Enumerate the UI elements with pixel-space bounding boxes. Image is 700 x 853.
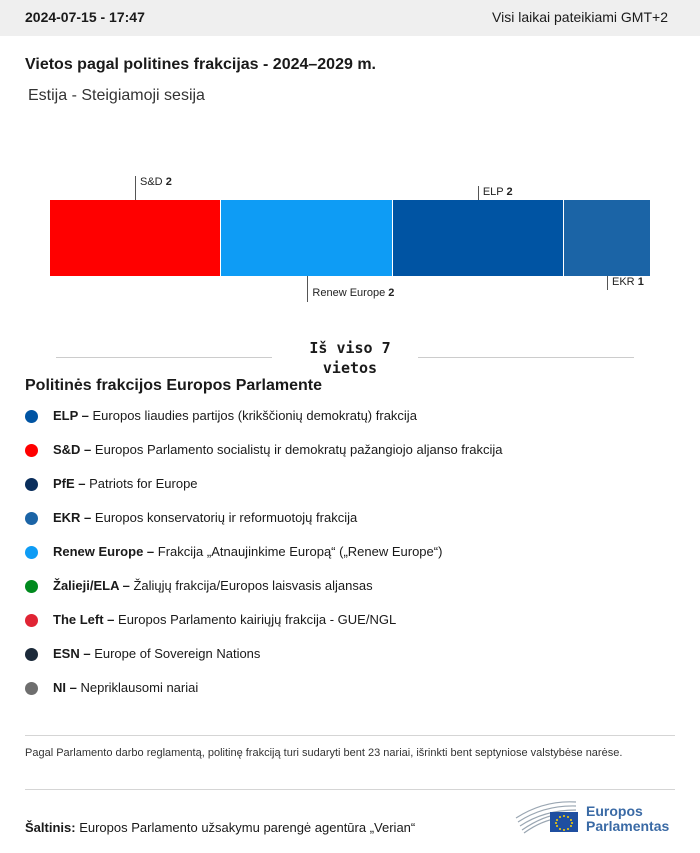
logo-line-1: Europos: [586, 803, 643, 819]
total-divider-right: [418, 357, 634, 358]
legend-dot-icon: [25, 444, 38, 457]
total-seats-label: Iš viso 7 vietos: [309, 339, 391, 377]
chart-title: Vietos pagal politines frakcijas - 2024–2029 m.: [25, 56, 376, 73]
bar-label: [140, 176, 172, 188]
legend-item: [25, 536, 685, 570]
chart-subtitle: Estija - Steigiamoji sesija: [28, 87, 205, 104]
bar-label-name: EKR: [612, 276, 635, 288]
bar-segment: [564, 200, 650, 276]
legend-desc: Europe of Sovereign Nations: [94, 646, 261, 661]
bar-label-value: 2: [388, 287, 395, 299]
legend-item: [25, 468, 685, 502]
seat-bar-chart: [50, 176, 650, 299]
legend-dot-icon: [25, 614, 38, 627]
top-bar: [0, 0, 700, 36]
divider-bottom: [25, 789, 675, 790]
legend-title: Politinės frakcijos Europos Parlamente: [25, 377, 322, 394]
timestamp: 2024-07-15 - 17:47: [25, 9, 145, 25]
bar-label-tick: [307, 276, 308, 302]
legend-item: [25, 570, 685, 604]
legend-text: [53, 476, 198, 491]
legend-item: [25, 638, 685, 672]
legend-abbr: S&D –: [53, 442, 92, 457]
bar-segment: [393, 200, 563, 276]
legend-text: [53, 442, 502, 457]
total-divider-left: [56, 357, 272, 358]
bar-label-tick: [607, 276, 608, 290]
legend-item: [25, 604, 685, 638]
ep-logo-text: [586, 804, 669, 834]
rules-note: Pagal Parlamento darbo reglamentą, politinę frakciją turi sudaryti bent 23 nariai, išrinkti bent septyniose valstybėse narėse.: [25, 747, 623, 759]
legend-desc: Frakcija „Atnaujinkime Europą“ („Renew Europe“): [157, 544, 443, 559]
legend-abbr: The Left –: [53, 612, 115, 627]
legend-desc: Europos Parlamento socialistų ir demokratų pažangiojo aljanso frakcija: [94, 442, 503, 457]
legend-desc: Patriots for Europe: [89, 476, 198, 491]
bar-segment: [50, 200, 220, 276]
source-label: Šaltinis:: [25, 820, 76, 835]
timezone-note: Visi laikai pateikiami GMT+2: [492, 9, 668, 25]
source-line: [25, 820, 415, 835]
bar-label-name: ELP: [482, 186, 504, 198]
legend-desc: Nepriklausomi nariai: [80, 680, 199, 695]
bar-label: [483, 186, 513, 198]
legend-text: [53, 544, 442, 559]
bar-label-value: 2: [165, 176, 172, 188]
legend-desc: Žaliųjų frakcija/Europos laisvasis aljansas: [133, 578, 373, 593]
bar-label-name: Renew Europe: [312, 287, 386, 299]
legend-abbr: EKR –: [53, 510, 92, 525]
legend-text: [53, 612, 396, 627]
legend-text: [53, 408, 417, 423]
legend-item: [25, 434, 685, 468]
legend-abbr: Žalieji/ELA –: [53, 578, 130, 593]
bar-label: [312, 287, 394, 299]
legend-text: [53, 578, 373, 593]
bar-label: [612, 276, 644, 288]
legend-item: [25, 502, 685, 536]
bar-label-tick: [478, 186, 479, 200]
bar-label-value: 1: [637, 276, 644, 288]
legend-desc: Europos konservatorių ir reformuotojų frakcija: [94, 510, 358, 525]
legend-item: [25, 400, 685, 434]
legend-dot-icon: [25, 512, 38, 525]
legend-abbr: Renew Europe –: [53, 544, 155, 559]
bar-label-tick: [135, 176, 136, 200]
source-text: Europos Parlamento užsakymu parengė agentūra „Verian“: [79, 820, 416, 835]
legend-desc: Europos Parlamento kairiųjų frakcija - GUE/NGL: [118, 612, 397, 627]
legend-dot-icon: [25, 682, 38, 695]
bar-segment: [221, 200, 391, 276]
legend-dot-icon: [25, 648, 38, 661]
legend-abbr: NI –: [53, 680, 77, 695]
legend-dot-icon: [25, 580, 38, 593]
legend-abbr: ELP –: [53, 408, 89, 423]
bar-label-value: 2: [506, 186, 513, 198]
legend-abbr: PfE –: [53, 476, 86, 491]
legend-desc: Europos liaudies partijos (krikščionių demokratų) frakcija: [92, 408, 417, 423]
divider-top: [25, 735, 675, 736]
bar-label-name: S&D: [140, 176, 163, 188]
legend-text: [53, 680, 198, 695]
legend-text: [53, 510, 357, 525]
legend-dot-icon: [25, 410, 38, 423]
legend-dot-icon: [25, 478, 38, 491]
legend-list: [25, 400, 685, 706]
legend-text: [53, 646, 260, 661]
legend-abbr: ESN –: [53, 646, 91, 661]
logo-line-2: Parlamentas: [586, 818, 670, 834]
legend-dot-icon: [25, 546, 38, 559]
legend-item: [25, 672, 685, 706]
